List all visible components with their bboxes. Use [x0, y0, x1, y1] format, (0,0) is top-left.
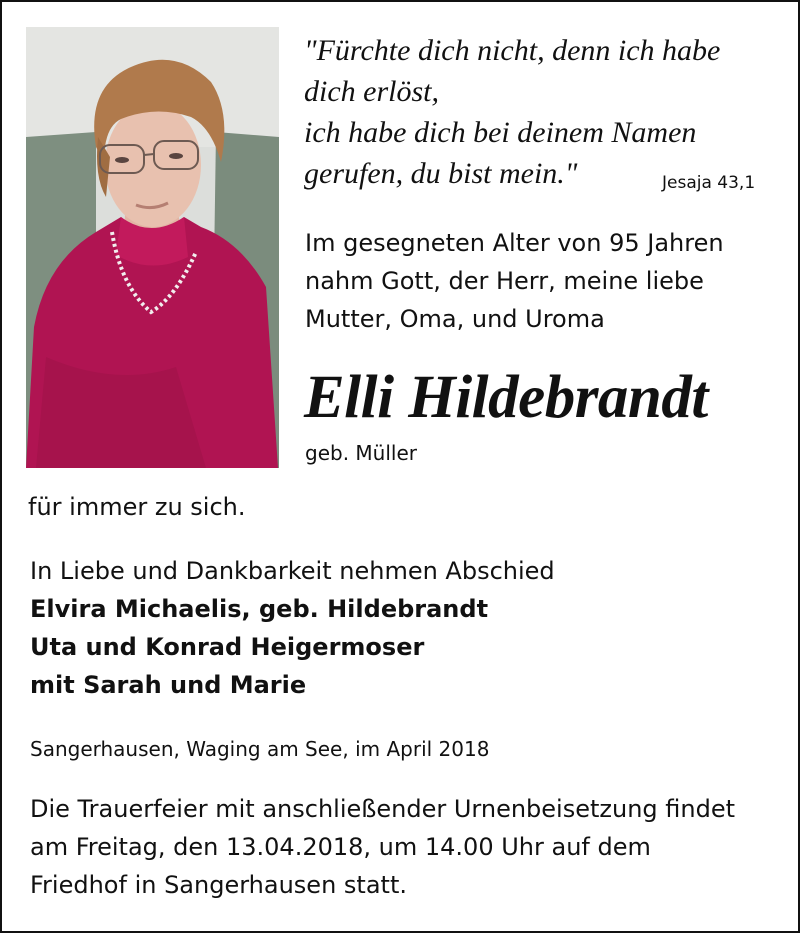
quote-line: dich erlöst,	[304, 75, 439, 108]
place-and-date: Sangerhausen, Waging am See, im April 2018	[30, 737, 490, 761]
intro-line: nahm Gott, der Herr, meine liebe	[305, 267, 704, 295]
closing-line: für immer zu sich.	[28, 493, 246, 521]
quote-line: gerufen, du bist mein."	[304, 157, 578, 190]
portrait-photo	[26, 27, 279, 468]
intro-text	[305, 224, 775, 338]
mourner-name: mit Sarah und Marie	[30, 671, 307, 699]
quote-line: "Fürchte dich nicht, denn ich habe	[304, 34, 721, 67]
scripture-quote	[304, 30, 774, 194]
intro-line: Mutter, Oma, und Uroma	[305, 305, 605, 333]
mourner-name: Elvira Michaelis, geb. Hildebrandt	[30, 595, 489, 623]
mourners-intro: In Liebe und Dankbarkeit nehmen Abschied	[30, 557, 555, 585]
funeral-line: am Freitag, den 13.04.2018, um 14.00 Uhr auf dem	[30, 833, 651, 861]
closing-text	[28, 489, 246, 525]
funeral-details	[30, 790, 735, 904]
quote-reference: Jesaja 43,1	[662, 173, 756, 193]
funeral-line: Friedhof in Sangerhausen statt.	[30, 871, 407, 899]
mourners-block	[30, 552, 555, 704]
birth-name: geb. Müller	[305, 441, 417, 465]
mourner-name: Uta und Konrad Heigermoser	[30, 633, 425, 661]
funeral-line: Die Trauerfeier mit anschließender Urnenbeisetzung findet	[30, 795, 736, 823]
intro-line: Im gesegneten Alter von 95 Jahren	[305, 229, 724, 257]
quote-line: ich habe dich bei deinem Namen	[304, 116, 697, 149]
deceased-name: Elli Hildebrandt	[304, 364, 708, 431]
